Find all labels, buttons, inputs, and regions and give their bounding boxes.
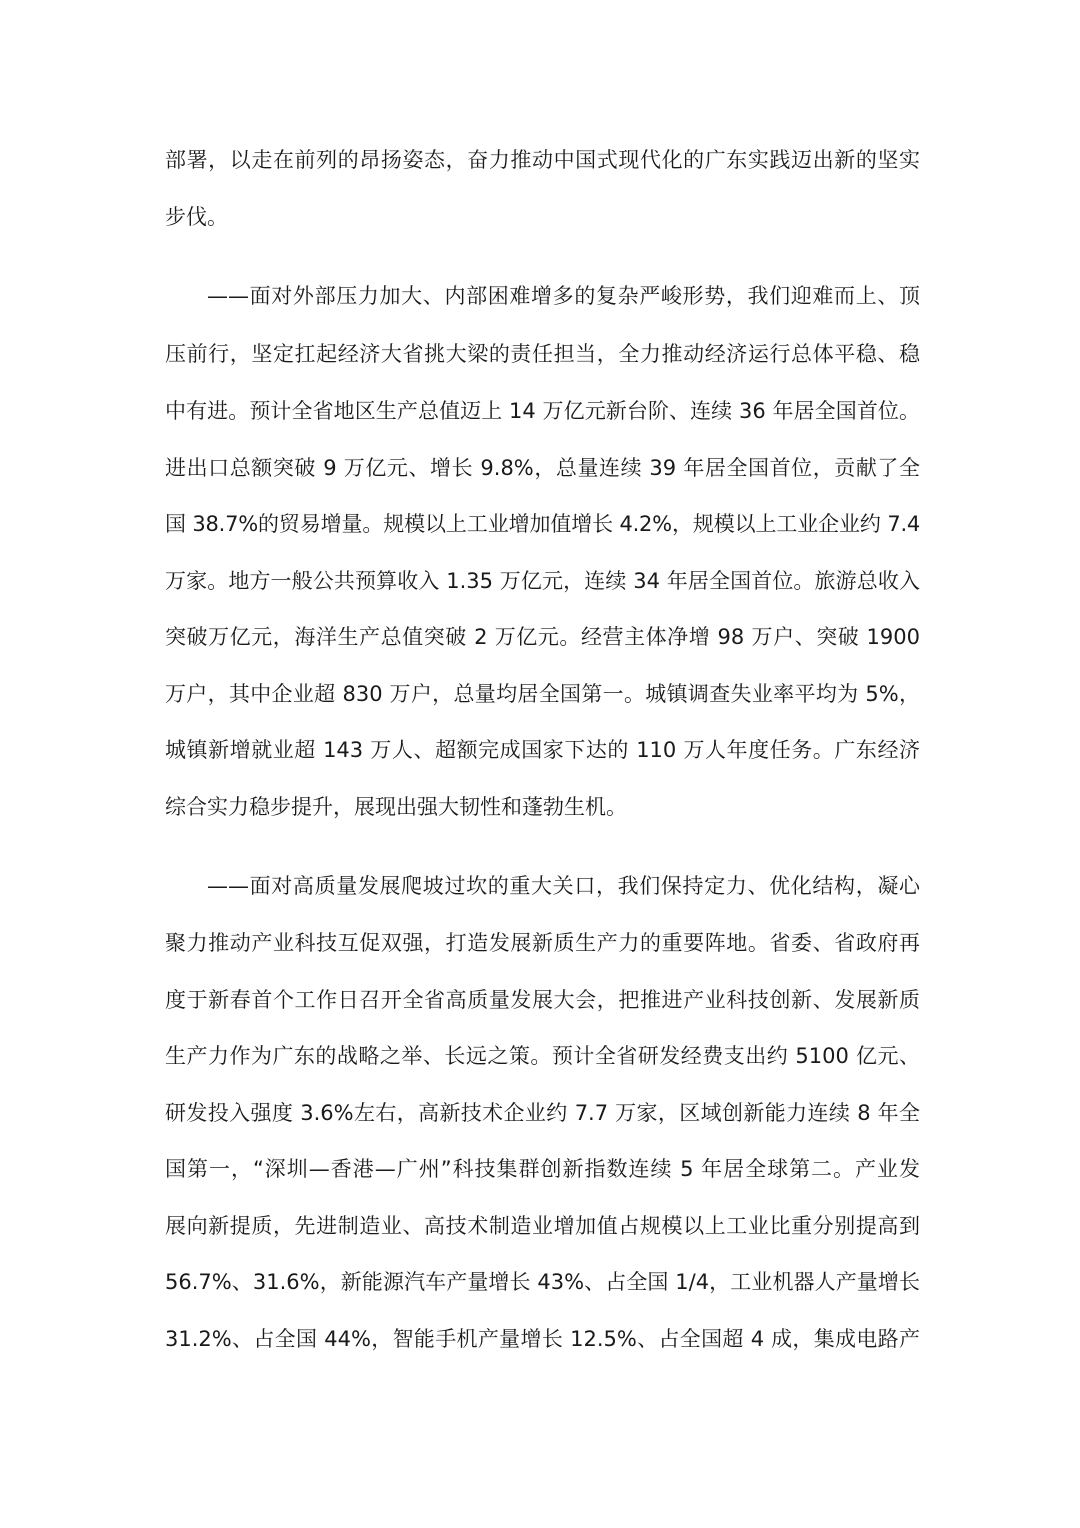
paragraph-first-line: ——面对外部压力加大、内部困难增多的复杂严峻形势，我们迎难而上、顶 — [207, 284, 920, 308]
text-line: 中有进。预计全省地区生产总值迈上 14 万亿元新台阶、连续 36 年居全国首位。 — [165, 399, 920, 423]
text-line: 生产力作为广东的战略之举、长远之策。预计全省研发经费支出约 5100 亿元、 — [165, 1044, 920, 1068]
text-line: 研发投入强度 3.6%左右，高新技术企业约 7.7 万家，区域创新能力连续 8 年全 — [165, 1101, 920, 1125]
text-line: 突破万亿元，海洋生产总值突破 2 万亿元。经营主体净增 98 万户、突破 1900 — [165, 625, 920, 649]
text-line: 度于新春首个工作日召开全省高质量发展大会，把推进产业科技创新、发展新质 — [165, 988, 920, 1012]
text-line: 压前行，坚定扛起经济大省挑大梁的责任担当，全力推动经济运行总体平稳、稳 — [165, 342, 920, 366]
text-line: 聚力推动产业科技互促双强，打造发展新质生产力的重要阵地。省委、省政府再 — [165, 931, 920, 955]
text-line: 城镇新增就业超 143 万人、超额完成国家下达的 110 万人年度任务。广东经济 — [165, 738, 920, 762]
text-line: 56.7%、31.6%，新能源汽车产量增长 43%、占全国 1/4，工业机器人产量增长 — [165, 1270, 920, 1294]
text-line: 进出口总额突破 9 万亿元、增长 9.8%，总量连续 39 年居全国首位，贡献了全 — [165, 456, 920, 480]
text-line: 万家。地方一般公共预算收入 1.35 万亿元，连续 34 年居全国首位。旅游总收入 — [165, 569, 920, 593]
text-line: 步伐。 — [165, 205, 228, 229]
text-line: 国 38.7%的贸易增量。规模以上工业增加值增长 4.2%，规模以上工业企业约 7.4 — [165, 512, 920, 536]
text-line: 31.2%、占全国 44%，智能手机产量增长 12.5%、占全国超 4 成，集成电路产 — [165, 1327, 920, 1351]
paragraph-first-line: ——面对高质量发展爬坡过坎的重大关口，我们保持定力、优化结构，凝心 — [207, 874, 920, 898]
text-line: 部署，以走在前列的昂扬姿态，奋力推动中国式现代化的广东实践迈出新的坚实 — [165, 148, 920, 172]
text-line: 万户，其中企业超 830 万户，总量均居全国第一。城镇调查失业率平均为 5%， — [165, 682, 920, 706]
text-line: 展向新提质，先进制造业、高技术制造业增加值占规模以上工业比重分别提高到 — [165, 1214, 920, 1238]
text-line: 国第一，“深圳—香港—广州”科技集群创新指数连续 5 年居全球第二。产业发 — [165, 1157, 920, 1181]
text-line: 综合实力稳步提升，展现出强大韧性和蓬勃生机。 — [165, 795, 627, 819]
